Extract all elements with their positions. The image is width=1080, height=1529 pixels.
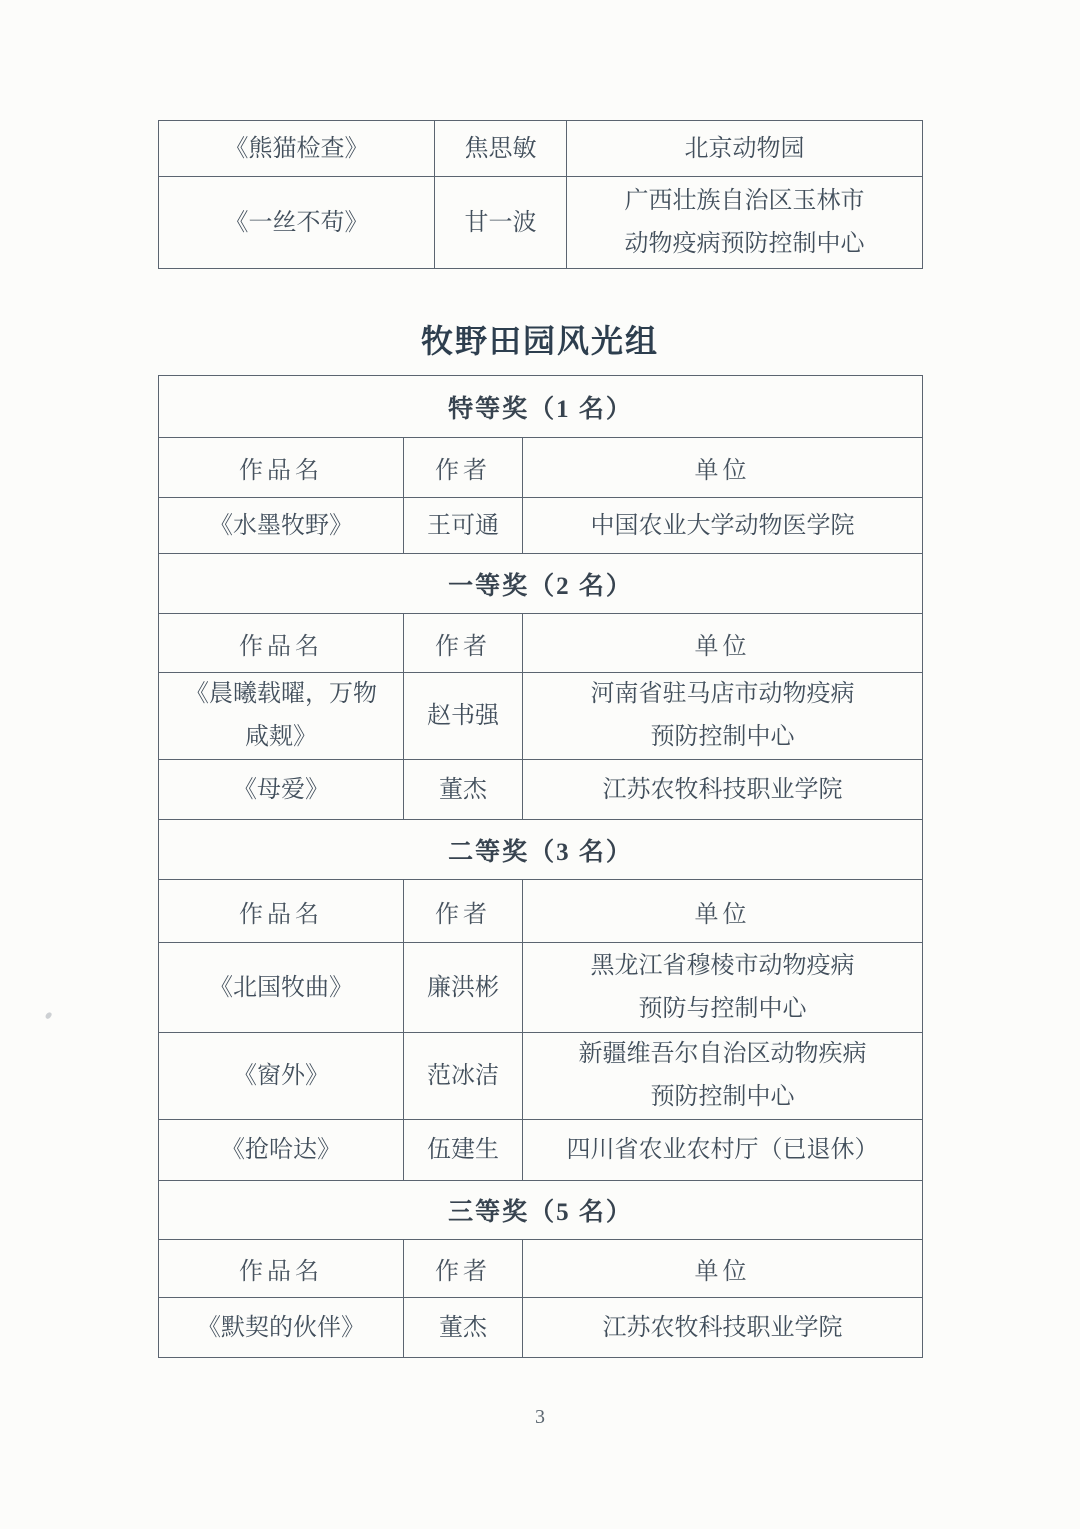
org-name: 江苏农牧科技职业学院 (602, 1314, 843, 1341)
work-title-line: 《晨曦载曜，万物 (185, 681, 377, 707)
work-title: 《窗外》 (233, 1063, 329, 1089)
author-cell (404, 1120, 523, 1181)
work-cell (159, 760, 404, 820)
author-cell (404, 1298, 523, 1358)
awards-table (158, 375, 923, 1358)
org-cell (567, 177, 923, 269)
work-title: 《默契的伙伴》 (197, 1314, 365, 1341)
org-name: 四川省农业农村厅（已退休） (566, 1137, 879, 1163)
author-name: 伍建生 (427, 1137, 499, 1163)
org-name-line: 预防与控制中心 (638, 995, 807, 1022)
header-author: 作者 (404, 438, 523, 498)
page-number: 3 (535, 1406, 545, 1428)
author-cell (435, 177, 567, 269)
org-cell (567, 121, 923, 177)
work-cell (159, 673, 404, 760)
author-cell (435, 121, 567, 177)
table-row (159, 760, 923, 820)
table-row (159, 121, 923, 177)
table-row (159, 1298, 923, 1358)
continued-awards-table (158, 120, 923, 269)
award-section-row (159, 820, 923, 880)
work-title: 《一丝不苟》 (224, 209, 369, 236)
work-cell (159, 121, 435, 177)
table-row (159, 943, 923, 1033)
header-work: 作品名 (159, 438, 404, 498)
org-cell (523, 1033, 923, 1120)
org-cell (523, 1120, 923, 1181)
header-org: 单位 (523, 880, 923, 943)
column-header-row (159, 880, 923, 943)
work-cell (159, 1298, 404, 1358)
org-cell (523, 498, 923, 554)
author-name: 廉洪彬 (427, 974, 499, 1001)
column-header-row (159, 438, 923, 498)
org-name-line: 新疆维吾尔自治区动物疾病 (578, 1041, 867, 1067)
header-work: 作品名 (159, 614, 404, 673)
scan-artifact (44, 1011, 52, 1020)
table-row (159, 177, 923, 269)
author-name: 范冰洁 (427, 1063, 499, 1089)
header-author: 作者 (404, 880, 523, 943)
work-cell (159, 943, 404, 1033)
column-header-row (159, 1240, 923, 1298)
header-org: 单位 (523, 438, 923, 498)
header-org: 单位 (523, 614, 923, 673)
org-name-line: 预防控制中心 (650, 724, 795, 750)
work-cell (159, 498, 404, 554)
work-title: 《水墨牧野》 (209, 512, 353, 539)
author-name: 焦思敏 (464, 135, 537, 162)
org-name: 中国农业大学动物医学院 (590, 512, 855, 539)
award-section-row (159, 554, 923, 614)
award-section-row (159, 376, 923, 438)
column-header-row (159, 614, 923, 673)
award-label: 一等奖（2 名） (159, 554, 923, 614)
org-name-line: 预防控制中心 (650, 1084, 795, 1110)
table-row (159, 498, 923, 554)
author-name: 董杰 (439, 1314, 487, 1341)
header-author: 作者 (404, 614, 523, 673)
table-row (159, 1033, 923, 1120)
org-name: 江苏农牧科技职业学院 (602, 776, 843, 803)
org-cell (523, 760, 923, 820)
author-cell (404, 943, 523, 1033)
author-cell (404, 673, 523, 760)
work-cell (159, 1033, 404, 1120)
org-cell (523, 943, 923, 1033)
org-name-line: 动物疫病预防控制中心 (624, 230, 865, 257)
author-name: 赵书强 (427, 703, 499, 729)
work-title-line: 咸觌》 (245, 724, 317, 750)
org-cell (523, 1298, 923, 1358)
header-author: 作者 (404, 1240, 523, 1298)
org-name-line: 广西壮族自治区玉林市 (624, 187, 865, 214)
table-row (159, 673, 923, 760)
org-name-line: 黑龙江省穆棱市动物疫病 (590, 952, 855, 979)
group-title: 牧野田园风光组 (420, 323, 659, 359)
author-name: 甘一波 (464, 209, 537, 236)
work-title: 《熊猫检查》 (224, 135, 369, 162)
work-title: 《母爱》 (233, 776, 329, 803)
award-section-row (159, 1181, 923, 1240)
author-name: 王可通 (427, 512, 499, 539)
header-work: 作品名 (159, 880, 404, 943)
org-cell (523, 673, 923, 760)
work-cell (159, 1120, 404, 1181)
org-name-line: 河南省驻马店市动物疫病 (590, 681, 855, 707)
header-work: 作品名 (159, 1240, 404, 1298)
author-cell (404, 760, 523, 820)
table-row (159, 1120, 923, 1181)
header-org: 单位 (523, 1240, 923, 1298)
work-title: 《北国牧曲》 (209, 974, 353, 1001)
author-cell (404, 1033, 523, 1120)
award-label: 三等奖（5 名） (159, 1181, 923, 1240)
award-label: 二等奖（3 名） (159, 820, 923, 880)
author-cell (404, 498, 523, 554)
author-name: 董杰 (439, 776, 487, 803)
work-title: 《抢哈达》 (221, 1137, 341, 1163)
award-label: 特等奖（1 名） (159, 376, 923, 438)
work-cell (159, 177, 435, 269)
org-name: 北京动物园 (684, 135, 805, 162)
